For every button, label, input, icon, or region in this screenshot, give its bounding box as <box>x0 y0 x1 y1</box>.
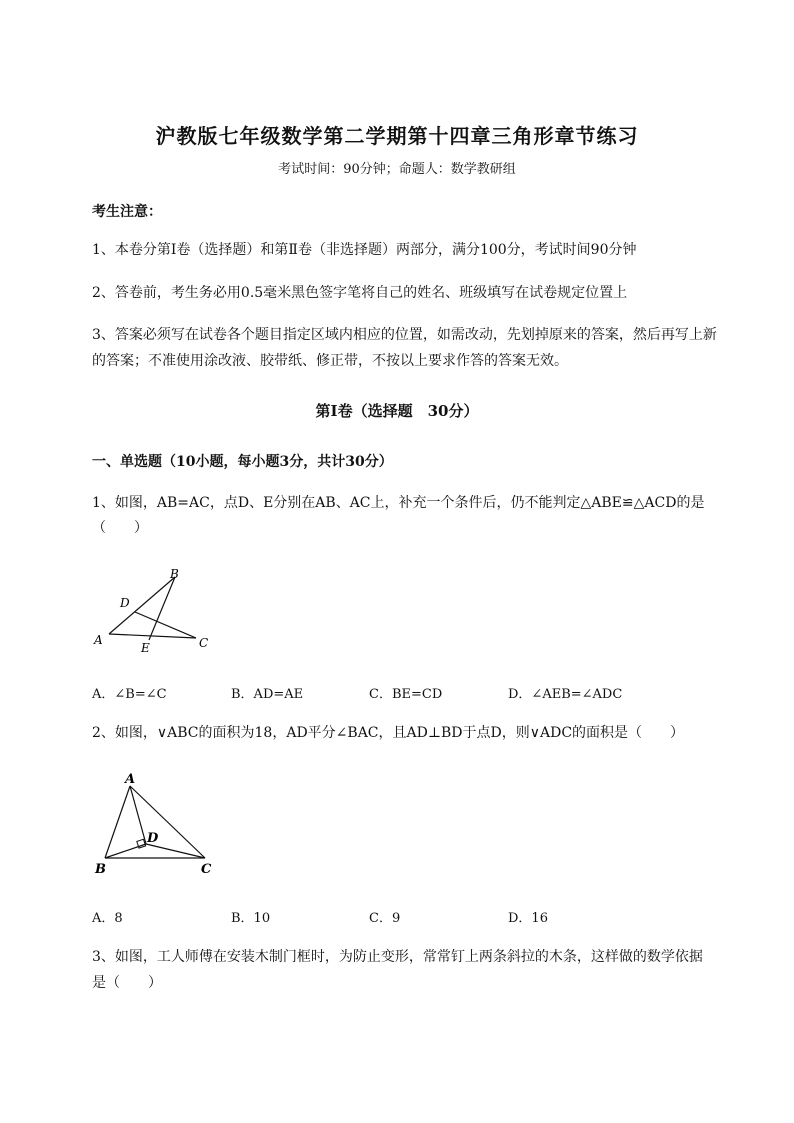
label-A: A <box>125 772 136 787</box>
label-B: B <box>95 862 106 877</box>
question-2-option-d: D．16 <box>508 911 548 926</box>
label-A: A <box>94 633 103 647</box>
label-B: B <box>170 567 179 581</box>
notice-item-3: 3、答案必须写在试卷各个题目指定区域内相应的位置，如需改动，先划掉原来的答案，然后再写上新 <box>92 327 717 343</box>
question-2-option-c: C．9 <box>369 911 401 926</box>
question-2-option-b: B．10 <box>231 911 271 926</box>
question-1-option-c: C．BE=CD <box>369 687 443 702</box>
exam-info: 考试时间：90分钟；命题人：数学教研组 <box>278 162 516 177</box>
question-1-text: 1、如图，AB=AC，点D、E分别在AB、AC上，补充一个条件后，仍不能判定△ABE≌△ACD的是 <box>92 495 705 511</box>
question-1-option-d: D．∠AEB=∠ADC <box>508 687 623 702</box>
notice-item-3-cont: 的答案；不准使用涂改液、胶带纸、修正带，不按以上要求作答的答案无效。 <box>92 353 568 369</box>
section-title: 第I卷（选择题 30分） <box>315 402 479 420</box>
question-2-figure <box>88 770 223 880</box>
label-D: D <box>147 831 159 846</box>
question-1-paren: （ ） <box>92 520 148 536</box>
notice-item-2: 2、答卷前，考生务必用0.5毫米黑色签字笔将自己的姓名、班级填写在试卷规定位置上 <box>92 285 628 301</box>
question-3-text: 3、如图，工人师傅在安装木制门框时，为防止变形，常常钉上两条斜拉的木条，这样做的数学依据 <box>92 949 703 965</box>
label-C: C <box>201 862 212 877</box>
question-1-option-b: B．AD=AE <box>231 687 304 702</box>
question-3-paren: 是（ ） <box>92 975 162 991</box>
question-2-option-a: A．8 <box>92 911 123 926</box>
part-title: 一、单选题（10小题，每小题3分，共计30分） <box>92 454 393 470</box>
label-D: D <box>120 596 130 610</box>
page-title: 沪教版七年级数学第二学期第十四章三角形章节练习 <box>155 124 639 148</box>
label-C: C <box>199 636 209 650</box>
notice-item-1: 1、本卷分第I卷（选择题）和第Ⅱ卷（非选择题）两部分，满分100分，考试时间90分钟 <box>92 242 637 258</box>
label-E: E <box>141 641 150 655</box>
notice-heading: 考生注意： <box>92 204 162 220</box>
question-1-figure <box>88 562 218 657</box>
question-1-option-a: A．∠B=∠C <box>92 687 167 702</box>
question-2-text: 2、如图，∨ABC的面积为18，AD平分∠BAC，且AD⊥BD于点D，则∨ADC的面积是（ ） <box>92 725 685 741</box>
